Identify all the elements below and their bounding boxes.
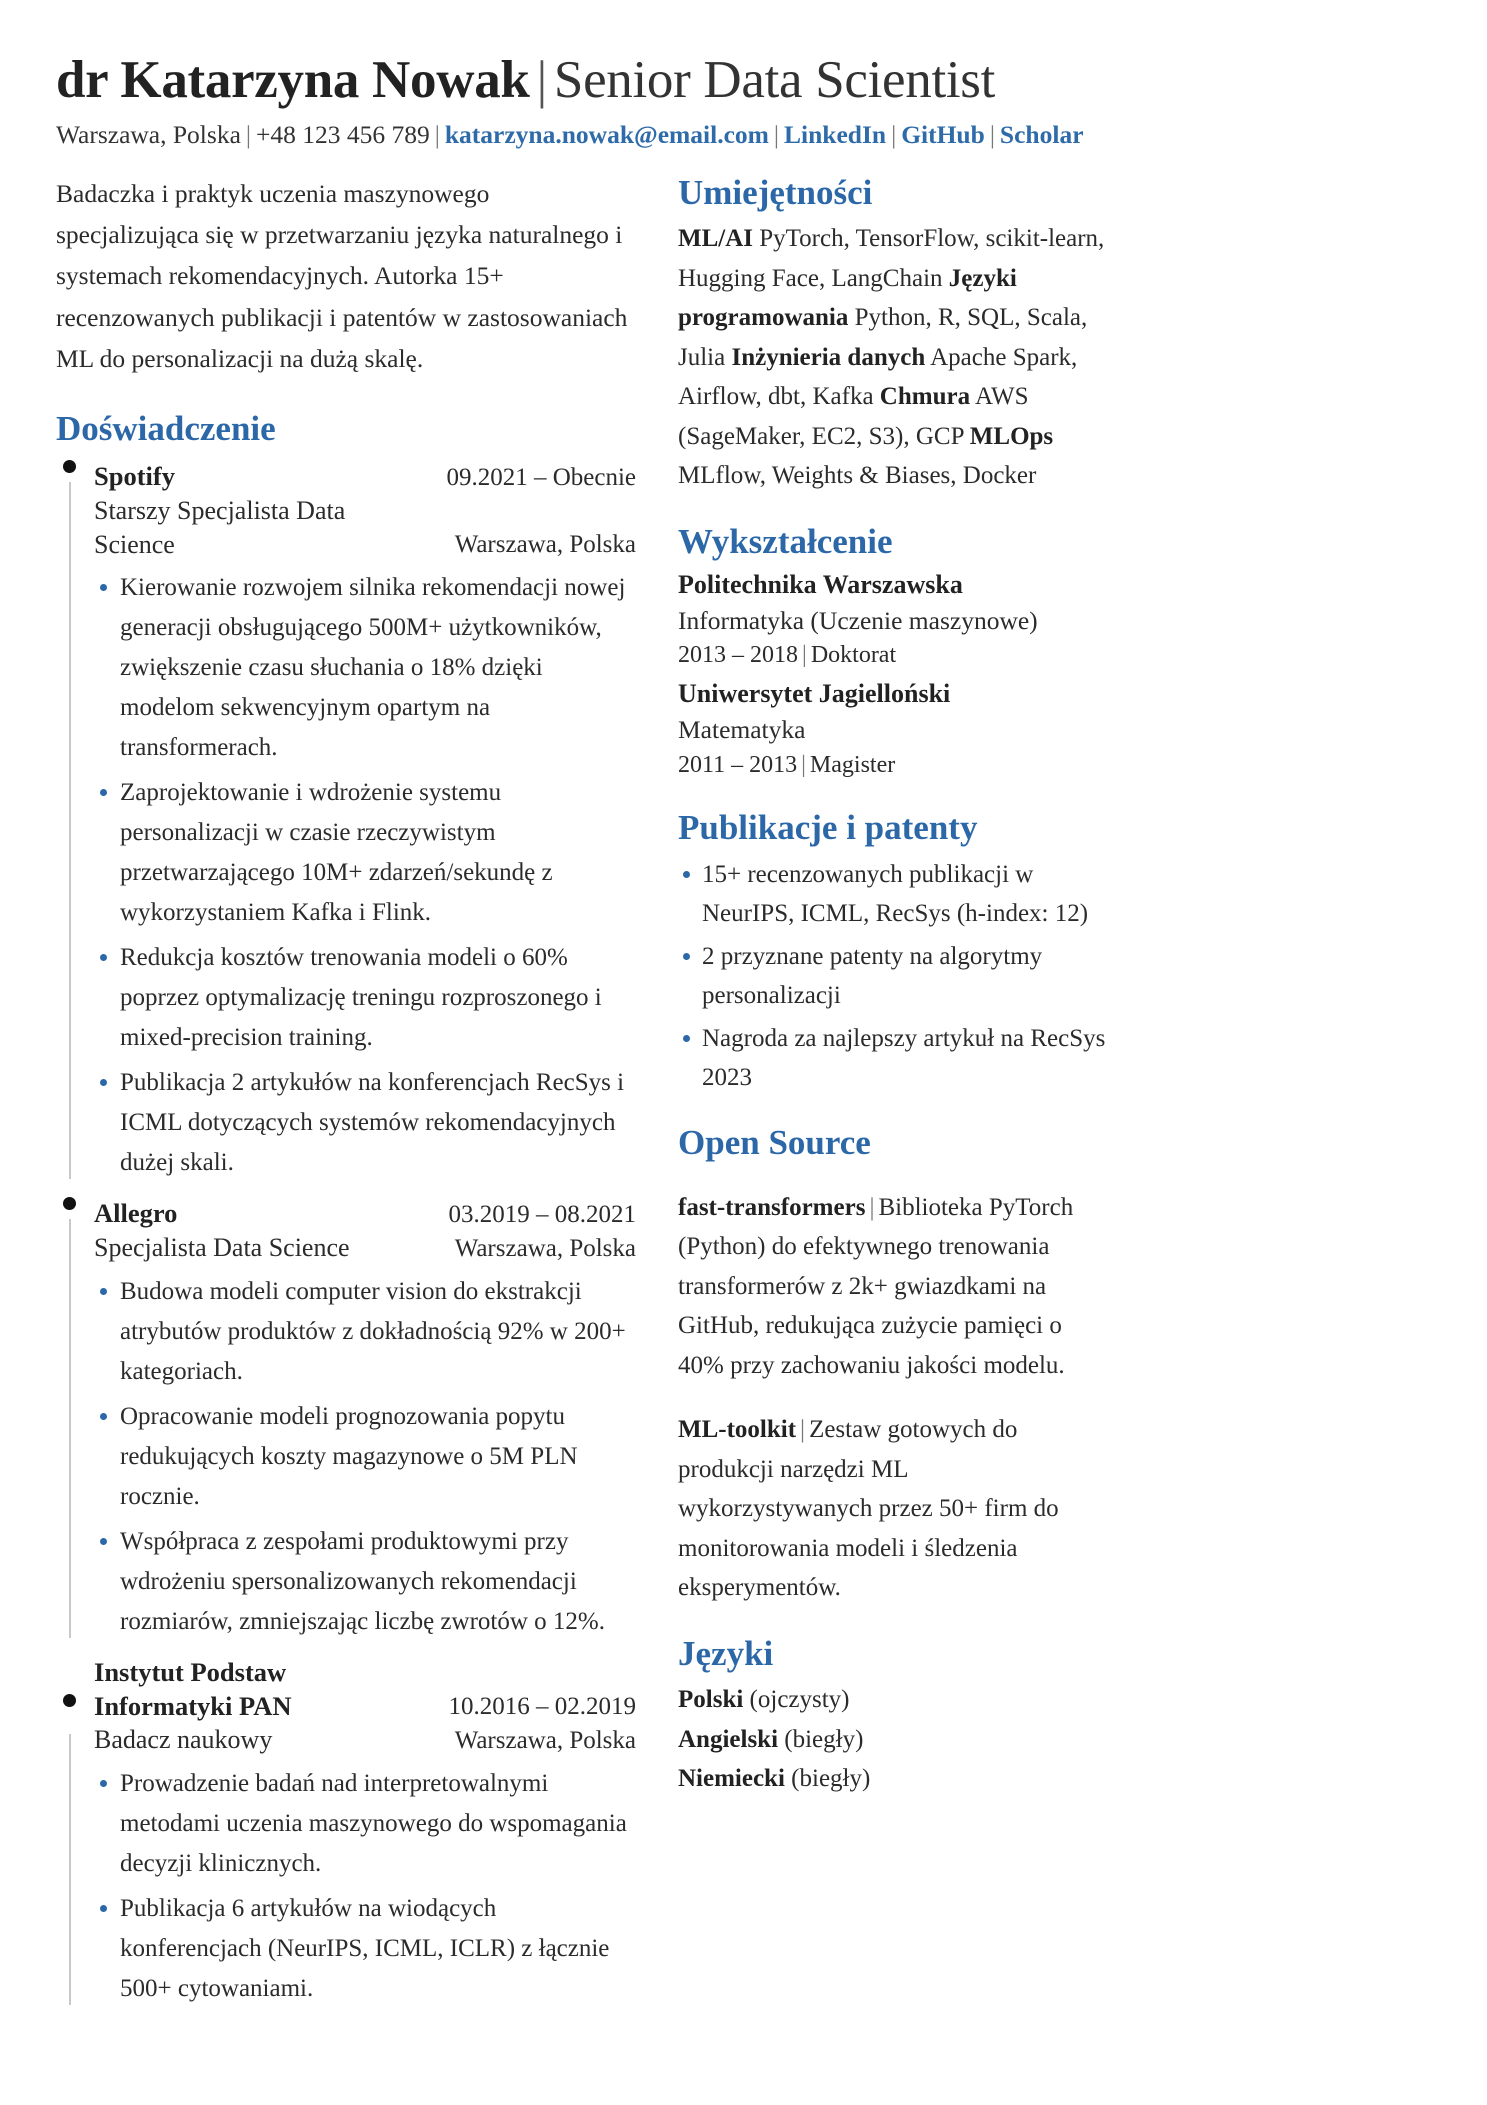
timeline-rule [69, 1734, 71, 2005]
open-source-item [678, 1188, 1108, 1386]
contact-separator-3: | [773, 120, 780, 150]
experience-bullet: Publikacja 2 artykułów na konferencjach RecSys i ICML dotyczących systemów rekomendacyjnych dużej skali. [94, 1063, 636, 1183]
experience-entry-top [94, 1656, 636, 1724]
language-level: (ojczysty) [749, 1686, 850, 1714]
section-heading-education: Wykształcenie [678, 521, 893, 561]
education-meta-separator: | [801, 751, 806, 778]
publication-item: 15+ recenzowanych publikacji w NeurIPS, ICML, RecSys (h-index: 12) [678, 855, 1108, 933]
contact-separator-1: | [245, 120, 251, 150]
skill-group-label: Chmura [879, 383, 971, 411]
experience-entry [56, 1197, 636, 1642]
open-source-item [678, 1410, 1108, 1608]
resume-body [56, 173, 1431, 2014]
github-link[interactable]: GitHub [901, 120, 985, 150]
timeline-dot-icon [63, 460, 76, 473]
timeline-dot-icon [63, 1197, 76, 1210]
experience-location: Warszawa, Polska [454, 531, 636, 559]
skill-group-value: MLflow, Weights & Biases, Docker [678, 462, 1037, 490]
publications-list [678, 855, 1108, 1097]
open-source-name: ML-toolkit [678, 1416, 797, 1444]
open-source-separator: | [800, 1416, 806, 1444]
education-entry [678, 568, 1108, 673]
open-source-separator: | [869, 1193, 875, 1221]
experience-company: Spotify [94, 460, 175, 491]
page-title [56, 52, 1431, 108]
open-source-name: fast-transformers [678, 1193, 866, 1221]
experience-bullet: Publikacja 6 artykułów na wiodących konferencjach (NeurIPS, ICML, ICLR) z łącznie 500+ cytowaniami. [94, 1889, 636, 2009]
experience-role: Badacz naukowy [94, 1725, 273, 1755]
experience-entry-top [94, 460, 636, 495]
language-name: Niemiecki [678, 1765, 785, 1793]
skill-group-label: Języki programowania [678, 264, 1017, 332]
timeline-rule [69, 482, 71, 1179]
contact-phone: +48 123 456 789 [256, 120, 430, 150]
contact-separator-4: | [891, 120, 897, 150]
skill-group-label: ML/AI [678, 225, 753, 253]
education-degree: Matematyka [678, 714, 806, 744]
experience-entry-sub [94, 494, 636, 562]
section-heading-skills: Umiejętności [678, 172, 873, 212]
experience-company: Instytut Podstaw Informatyki PAN [94, 1656, 292, 1721]
education-level: Magister [809, 751, 896, 778]
section-heading-publications: Publikacje i patenty [678, 808, 978, 848]
language-item [678, 1720, 1108, 1760]
language-item [678, 1759, 1108, 1799]
skills-list [678, 219, 1108, 496]
open-source-description: Zestaw gotowych do produkcji narzędzi ML wykorzystywanych przez 50+ firm do monitorowania modeli i śledzenia eksperymentów. [678, 1416, 1059, 1602]
contact-separator-5: | [989, 120, 995, 150]
education-meta-separator: | [802, 642, 807, 669]
experience-role: Starszy Specjalista Data Science [94, 496, 346, 559]
experience-bullet: Budowa modeli computer vision do ekstrakcji atrybutów produktów z dokładnością 92% w 200+ kategoriach. [94, 1272, 636, 1392]
left-column [56, 173, 636, 2014]
skill-group-label: MLOps [969, 422, 1054, 450]
education-school: Uniwersytet Jagielloński [678, 679, 951, 709]
summary-text: Badaczka i praktyk uczenia maszynowego specjalizująca się w przetwarzaniu języka naturalnego i systemach rekomendacyjnych. Autorka 15+ recenzowanych publikacji i patentów w zastosowaniach ML do personalizacji na dużą skalę. [56, 178, 628, 373]
experience-bullet-list [94, 568, 636, 1183]
contact-line [56, 120, 1431, 151]
experience-dates: 10.2016 – 02.2019 [448, 1692, 636, 1720]
timeline-dot-icon [63, 1694, 76, 1707]
experience-bullet: Kierowanie rozwojem silnika rekomendacji nowej generacji obsługującego 500M+ użytkowników, zwiększenie czasu słuchania o 18% dzięki modelom sekwencyjnym opartym na transformerach. [94, 568, 636, 768]
experience-bullet: Współpraca z zespołami produktowymi przy wdrożeniu spersonalizowanych rekomendacji rozmiarów, zmniejszając liczbę zwrotów o 12%. [94, 1522, 636, 1642]
language-level: (biegły) [784, 1725, 864, 1753]
experience-location: Warszawa, Polska [454, 1727, 636, 1755]
education-meta [678, 748, 1108, 783]
education-degree: Informatyka (Uczenie maszynowe) [678, 605, 1038, 635]
experience-location: Warszawa, Polska [454, 1235, 636, 1263]
experience-entry [56, 460, 636, 1183]
skill-group-value: Apache Spark, Airflow, dbt, Kafka [678, 343, 1078, 411]
right-column [678, 173, 1108, 1799]
skill-group-value: PyTorch, TensorFlow, scikit-learn, Hugging Face, LangChain [678, 225, 1105, 292]
experience-dates: 09.2021 – Obecnie [446, 463, 636, 491]
publication-item: 2 przyznane patenty na algorytmy personalizacji [678, 937, 1108, 1015]
experience-bullet-list [94, 1764, 636, 2009]
skill-group-value: Python, R, SQL, Scala, Julia [678, 304, 1088, 371]
education-years: 2011 – 2013 [678, 751, 798, 778]
experience-entry [56, 1656, 636, 2009]
contact-email-link[interactable]: katarzyna.nowak@email.com [444, 120, 769, 150]
experience-entry-top [94, 1197, 636, 1232]
experience-bullet: Zaprojektowanie i wdrożenie systemu personalizacji w czasie rzeczywistym przetwarzającego 10M+ zdarzeń/sekundę z wykorzystaniem Kafka i Flink. [94, 773, 636, 933]
experience-bullet: Opracowanie modeli prognozowania popytu redukujących koszty magazynowe o 5M PLN rocznie. [94, 1397, 636, 1517]
publication-item: Nagroda za najlepszy artykuł na RecSys 2023 [678, 1019, 1108, 1097]
experience-company: Allegro [94, 1197, 178, 1228]
experience-bullet-list [94, 1272, 636, 1642]
education-years: 2013 – 2018 [678, 642, 798, 669]
education-entry [678, 677, 1108, 782]
education-school: Politechnika Warszawska [678, 569, 963, 599]
linkedin-link[interactable]: LinkedIn [784, 120, 887, 150]
contact-separator-2: | [434, 120, 440, 150]
experience-entry-sub [94, 1723, 636, 1758]
candidate-name: dr Katarzyna Nowak [56, 51, 530, 109]
experience-bullet: Prowadzenie badań nad interpretowalnymi metodami uczenia maszynowego do wspomagania decyzji klinicznych. [94, 1764, 636, 1884]
skill-group-value: AWS (SageMaker, EC2, S3), GCP [678, 383, 1029, 450]
header-separator: | [536, 51, 547, 109]
language-name: Angielski [678, 1725, 779, 1753]
experience-entry-sub [94, 1231, 636, 1266]
skill-group-label: Inżynieria danych [731, 343, 926, 371]
section-heading-open-source: Open Source [678, 1122, 871, 1162]
timeline-rule [69, 1219, 71, 1638]
language-level: (biegły) [791, 1765, 871, 1793]
education-level: Doktorat [810, 642, 897, 669]
language-name: Polski [678, 1686, 744, 1714]
experience-dates: 03.2019 – 08.2021 [448, 1200, 636, 1228]
resume-header [56, 52, 1431, 151]
language-item [678, 1680, 1108, 1720]
open-source-description: Biblioteka PyTorch (Python) do efektywnego trenowania transformerów z 2k+ gwiazdkami na GitHub, redukująca zużycie pamięci o 40% przy zachowaniu jakości modelu. [678, 1193, 1074, 1379]
scholar-link[interactable]: Scholar [999, 120, 1084, 150]
experience-role: Specjalista Data Science [94, 1233, 350, 1263]
experience-bullet: Redukcja kosztów trenowania modeli o 60% poprzez optymalizację treningu rozproszonego i mixed-precision training. [94, 938, 636, 1058]
section-heading-languages: Języki [678, 1633, 774, 1673]
candidate-job-title: Senior Data Scientist [553, 51, 996, 109]
contact-location: Warszawa, Polska [56, 120, 241, 150]
section-heading-experience: Doświadczenie [56, 409, 276, 449]
education-meta [678, 638, 1108, 673]
